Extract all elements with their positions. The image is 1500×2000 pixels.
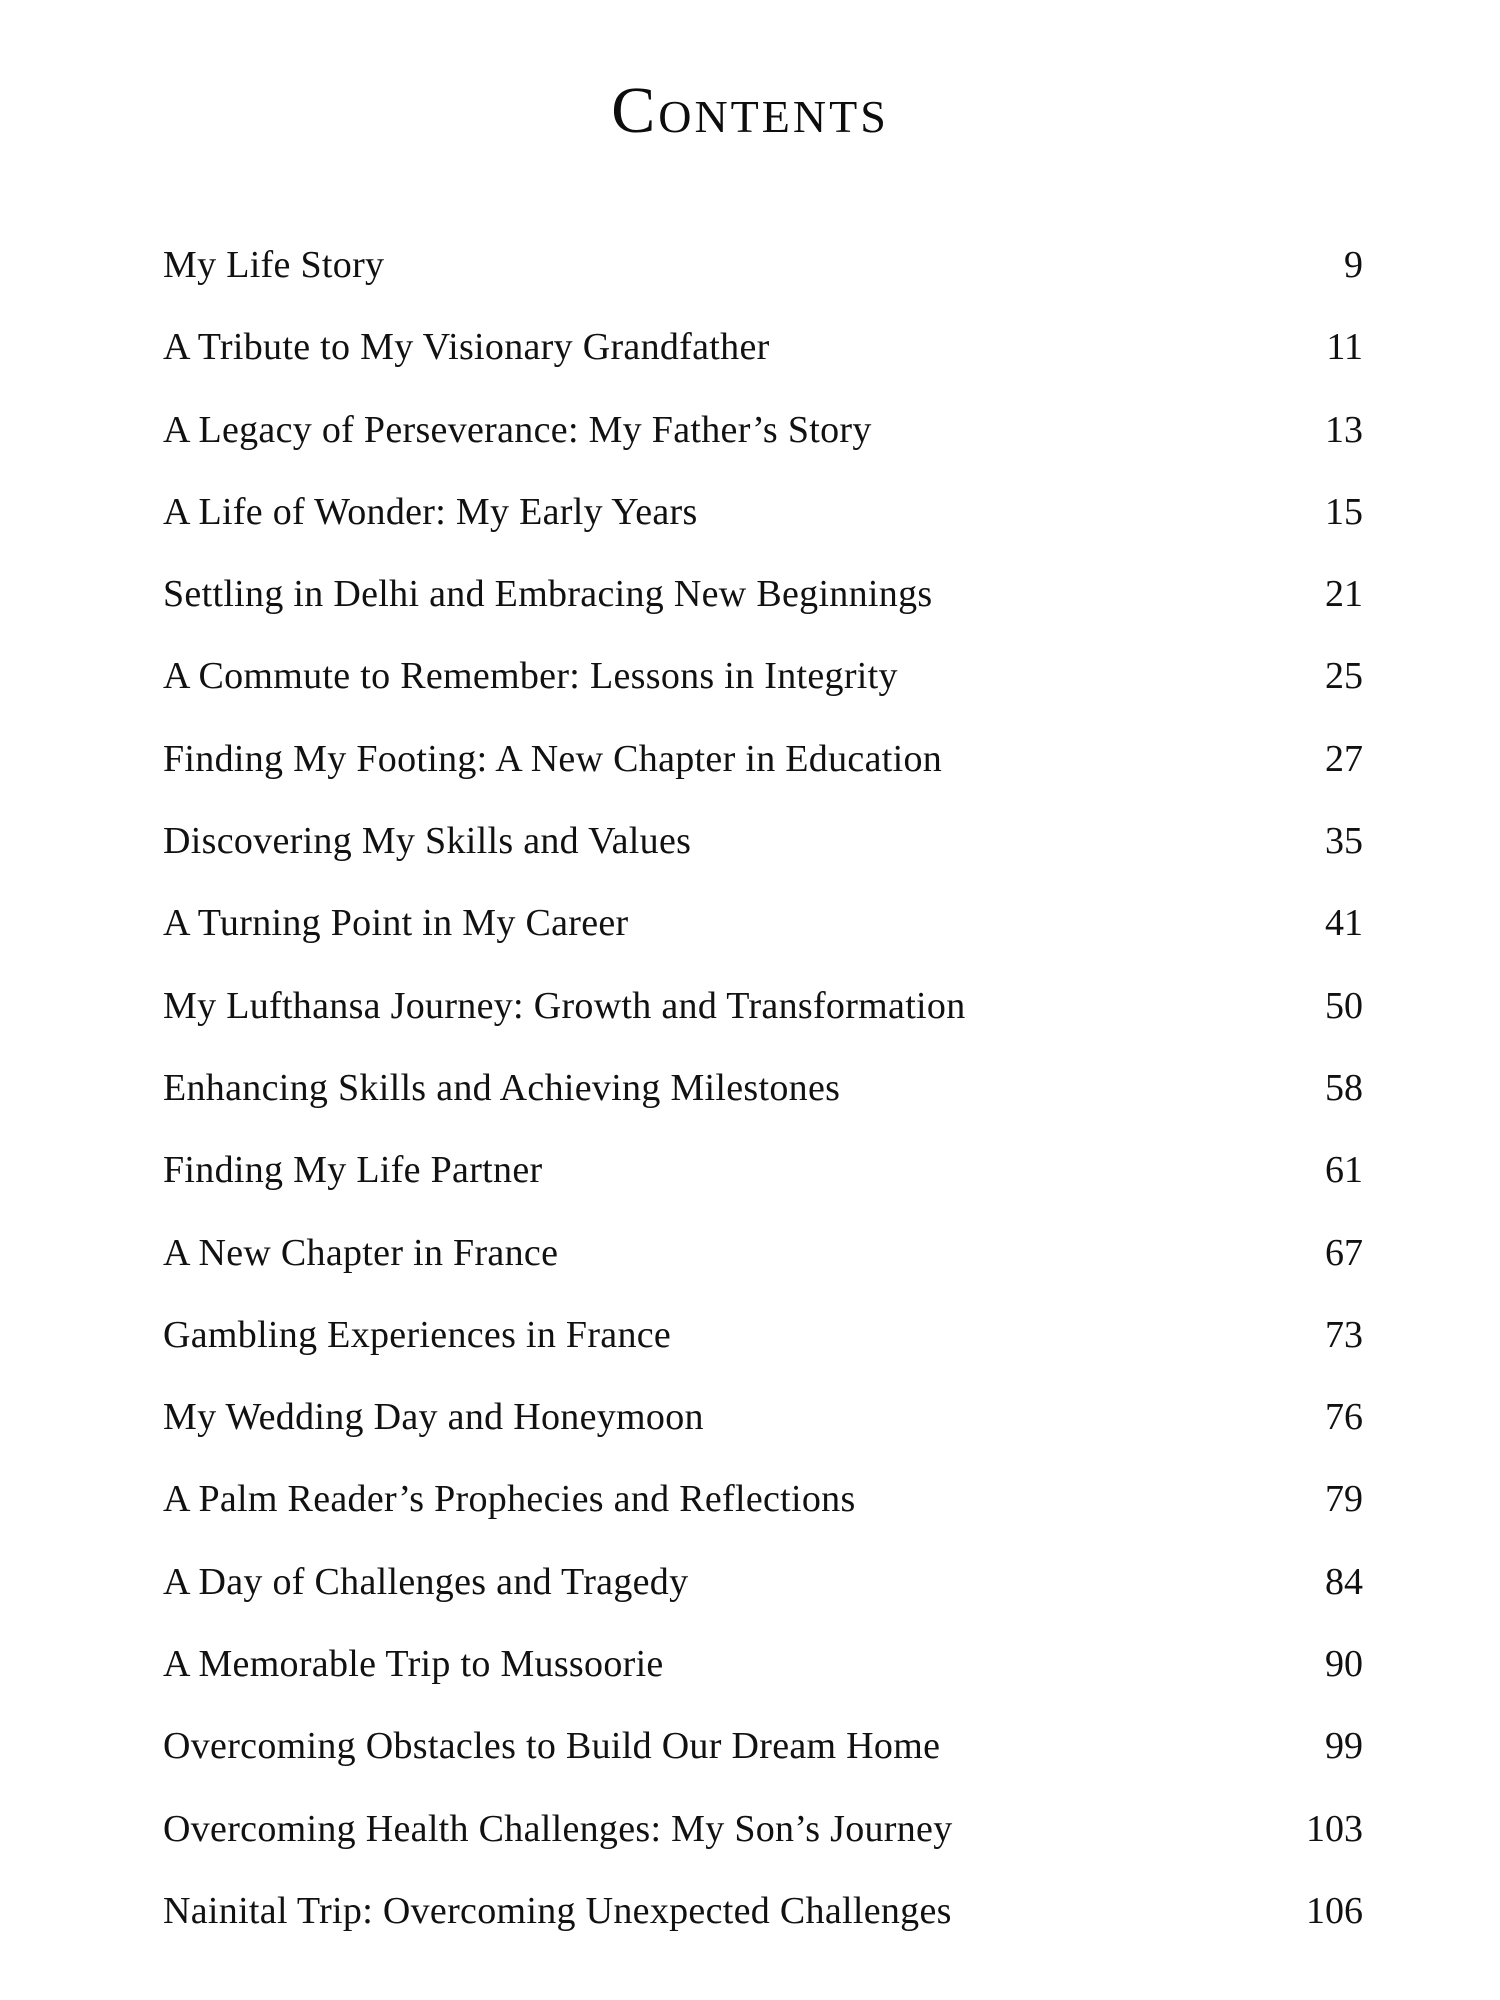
toc-entry-page-number: 84: [1325, 1560, 1363, 1603]
toc-entry-title: Finding My Footing: A New Chapter in Education: [163, 737, 943, 780]
toc-entry: [163, 1151, 1363, 1233]
toc-entry-title: A Legacy of Perseverance: My Father’s Story: [163, 408, 872, 451]
toc-entry-page-number: 106: [1306, 1889, 1363, 1932]
toc-entry-page-number: 90: [1325, 1643, 1363, 1686]
toc-entry: [163, 822, 1363, 904]
toc-entry-page-number: 13: [1325, 408, 1363, 451]
toc-entry: [163, 1480, 1363, 1562]
toc-entry: [163, 328, 1363, 410]
toc-entry-page-number: 41: [1325, 902, 1363, 945]
toc-entry-title: Nainital Trip: Overcoming Unexpected Challenges: [163, 1889, 952, 1932]
toc-entry-title: A Memorable Trip to Mussoorie: [163, 1643, 664, 1686]
toc-entry: [163, 657, 1363, 739]
toc-entry-title: Settling in Delhi and Embracing New Beginnings: [163, 573, 933, 616]
toc-entry-page-number: 76: [1325, 1396, 1363, 1439]
toc-entry-title: A Tribute to My Visionary Grandfather: [163, 326, 770, 369]
toc-entry: [163, 575, 1363, 657]
toc-entry-page-number: 79: [1325, 1478, 1363, 1521]
toc-entry-title: Enhancing Skills and Achieving Milestones: [163, 1066, 841, 1109]
toc-entry-title: A Palm Reader’s Prophecies and Reflections: [163, 1478, 856, 1521]
toc-entry-title: A Day of Challenges and Tragedy: [163, 1560, 689, 1603]
toc-entry-page-number: 25: [1325, 655, 1363, 698]
toc-entry: [163, 408, 1363, 493]
toc-entry-page-number: 99: [1325, 1725, 1363, 1768]
toc-entry-title: Discovering My Skills and Values: [163, 820, 692, 863]
toc-entry: [163, 1313, 1363, 1398]
toc-entry: [163, 246, 1363, 328]
toc-entry-title: A Commute to Remember: Lessons in Integrity: [163, 655, 898, 698]
toc-entry-page-number: 58: [1325, 1066, 1363, 1109]
toc-entry-page-number: 50: [1325, 984, 1363, 1027]
toc-entry: [163, 1398, 1363, 1480]
toc-entry: [163, 737, 1363, 822]
toc-entry-title: My Lufthansa Journey: Growth and Transformation: [163, 984, 966, 1027]
toc-entry-title: A New Chapter in France: [163, 1231, 559, 1274]
toc-entry: [163, 984, 1363, 1069]
toc-entry: [163, 490, 1363, 575]
toc-entry-page-number: 11: [1326, 326, 1363, 369]
toc-entry: [163, 904, 1363, 986]
toc-entry: [163, 1066, 1363, 1151]
toc-entry-title: Gambling Experiences in France: [163, 1313, 672, 1356]
table-of-contents: [163, 246, 1363, 1974]
toc-entry-title: Finding My Life Partner: [163, 1149, 543, 1192]
toc-entry-page-number: 9: [1344, 244, 1363, 286]
toc-entry-page-number: 61: [1325, 1149, 1363, 1192]
toc-entry-title: Overcoming Obstacles to Build Our Dream Home: [163, 1725, 941, 1768]
toc-entry-title: My Wedding Day and Honeymoon: [163, 1396, 704, 1439]
page-title: Contents: [611, 74, 889, 147]
toc-entry-page-number: 15: [1325, 490, 1363, 533]
toc-entry-page-number: 103: [1306, 1807, 1363, 1850]
toc-entry: [163, 1727, 1363, 1809]
toc-entry-title: My Life Story: [163, 244, 385, 286]
toc-entry-title: Overcoming Health Challenges: My Son’s Journey: [163, 1807, 953, 1850]
toc-entry: [163, 1231, 1363, 1316]
toc-entry-page-number: 35: [1325, 820, 1363, 863]
toc-entry: [163, 1560, 1363, 1645]
toc-entry-page-number: 73: [1325, 1313, 1363, 1356]
toc-entry: [163, 1807, 1363, 1892]
toc-entry-page-number: 67: [1325, 1231, 1363, 1274]
toc-entry-page-number: 21: [1325, 573, 1363, 616]
toc-entry: [163, 1889, 1363, 1974]
toc-entry-page-number: 27: [1325, 737, 1363, 780]
toc-entry-title: A Turning Point in My Career: [163, 902, 629, 945]
toc-entry: [163, 1645, 1363, 1727]
toc-entry-title: A Life of Wonder: My Early Years: [163, 490, 698, 533]
